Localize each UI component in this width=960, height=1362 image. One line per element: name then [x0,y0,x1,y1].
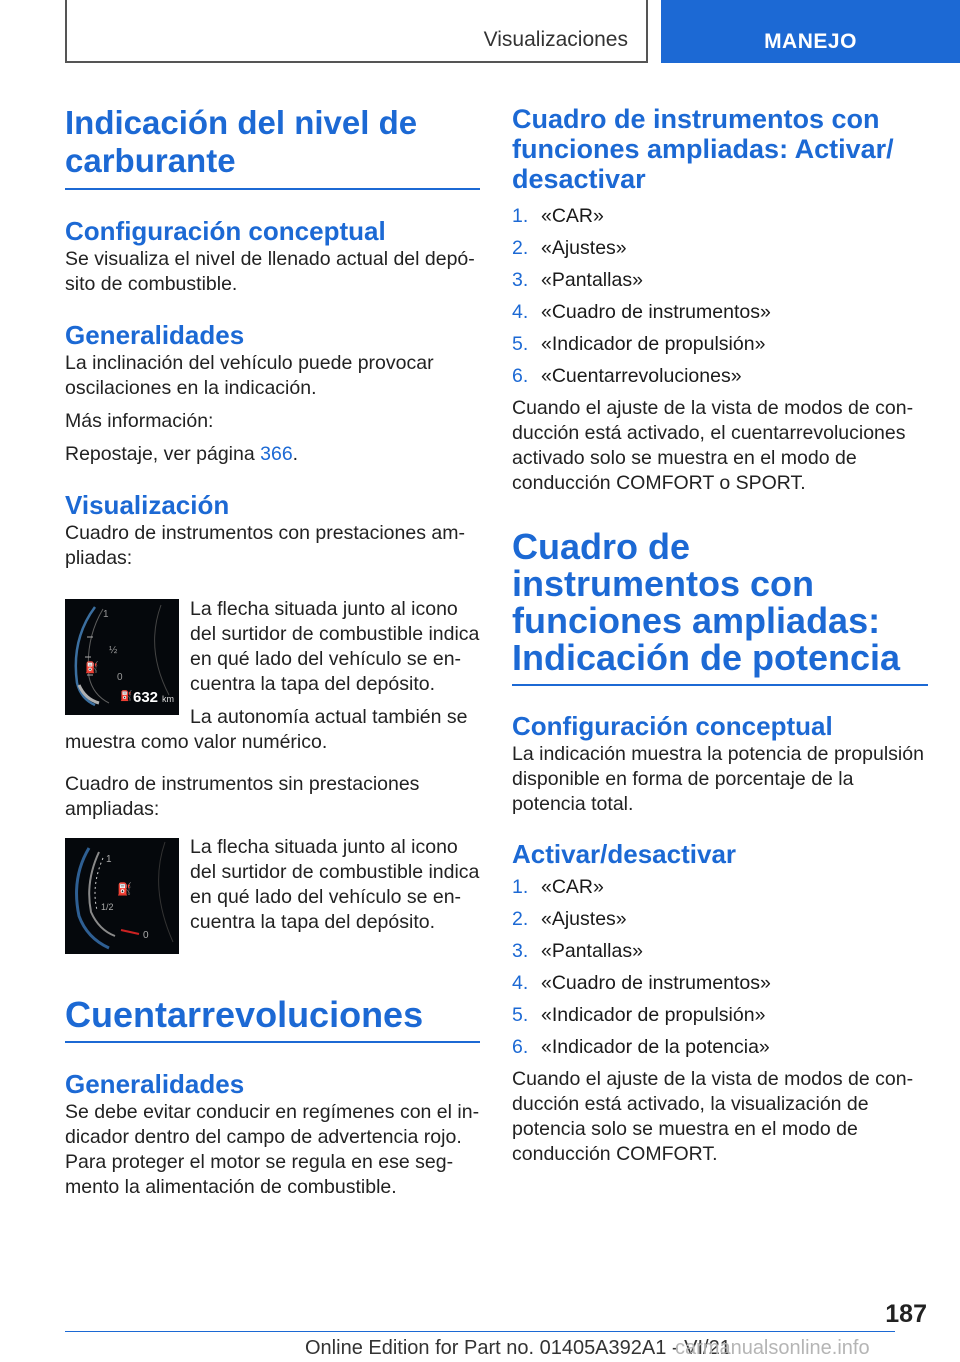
step-label: «Ajustes» [541,237,627,259]
tacho-mode-text: Cuando el ajuste de la vista de modos de conducción está activado, el cuentarrevoluciones activado solo se muestra en el modo de conducción COMFORT o SPORT. [512,397,914,494]
step-number: 6. [512,365,529,387]
step-number: 2. [512,908,529,930]
fuel-general-heading: Generalidades [65,320,245,350]
step-label: «Indicador de la potencia» [541,1036,770,1058]
power-step [512,875,928,900]
fuel-gauge-standard-graphic [65,838,179,954]
power-activate-heading: Activar/desactivar [512,839,737,869]
step-label: «Pantallas» [541,269,643,291]
tacho-step [512,236,928,261]
page-number: 187 [885,1300,927,1328]
refuel-reference-text: Repostaje, ver página [65,443,261,465]
fuel-gauge-extended-image [65,599,179,715]
fig1-caption: La flecha situada junto al icono del surtidor de combustible indica en qué lado del vehículo se encuentra la tapa del depósito. [190,598,480,695]
tachometer-general-text: Se debe evitar conducir en regímenes con el indicador dentro del campo de advertencia rojo. Para proteger el motor se regula en ese segmento la alimentación de combustible. [65,1101,480,1198]
fuel-general-text: La inclinación del vehículo puede provocar oscilaciones en la indicación. [65,352,434,399]
step-number: 4. [512,972,529,994]
fig1-range-unit: km [162,694,174,704]
tacho-step [512,268,928,293]
fig1-tick-top: 1 [103,609,109,620]
fuel-concept-heading: Configuración conceptual [65,216,386,246]
tachometer-section [65,996,480,1200]
power-mode-text: Cuando el ajuste de la vista de modos de conducción está activado, la visualización de potencia solo se muestra en el modo de conducción COMFORT. [512,1068,914,1165]
tacho-step [512,364,928,389]
power-step [512,1035,928,1060]
footer-watermark: carmanualsonline.info [675,1337,870,1359]
step-number: 5. [512,1004,529,1026]
tacho-activate-title: Cuadro de instrumentos con funciones ampliadas: Activar/ desactivar [512,104,894,194]
power-step [512,971,928,996]
refuel-page-link[interactable]: 366 [260,443,293,465]
step-number: 2. [512,237,529,259]
tacho-steps [512,204,928,389]
fig1-range-fuel-icon: ⛽ [120,691,133,702]
step-number: 3. [512,940,529,962]
fig1-after-text: La autonomía actual también se muestra como valor numérico. [65,706,468,753]
fuel-gauge-standard-image [65,838,179,954]
step-number: 4. [512,301,529,323]
power-step [512,1003,928,1028]
more-info-label: Más información: [65,410,214,432]
tacho-step [512,204,928,229]
fig1-tick-bottom: 0 [117,672,123,683]
step-number: 5. [512,333,529,355]
fuel-concept-text: Se visualiza el nivel de llenado actual del depósito de combustible. [65,248,475,295]
step-label: «CAR» [541,876,604,898]
step-label: «Pantallas» [541,940,643,962]
power-concept-text: La indicación muestra la potencia de propulsión disponible en forma de porcentaje de la potencia total. [512,743,924,815]
power-step [512,939,928,964]
step-number: 3. [512,269,529,291]
power-concept-heading: Configuración conceptual [512,711,833,741]
tacho-step [512,300,928,325]
display-heading: Visualización [65,490,230,520]
fig2-fuel-icon: ⛽ [117,882,132,896]
refuel-reference [65,442,480,467]
step-label: «Cuentarrevoluciones» [541,365,742,387]
header-section-title: Visualizaciones [483,28,628,51]
fig2-tick-bottom: 0 [143,930,149,941]
step-label: «Indicador de propulsión» [541,333,766,355]
tachometer-rule [65,1041,480,1043]
header-chapter-tab[interactable] [661,0,960,63]
fig2-caption: La flecha situada junto al icono del surtidor de combustible indica en qué lado del vehículo se encuentra la tapa del depósito. [190,836,480,933]
fig1-fuel-icon: ⛽ [85,661,99,674]
fig2-tick-top: 1 [106,854,112,865]
step-number: 1. [512,205,529,227]
tachometer-general-heading: Generalidades [65,1069,245,1099]
step-number: 1. [512,876,529,898]
left-column [65,104,480,571]
header-section-box [65,0,648,63]
header-chapter-label: MANEJO [764,30,857,53]
display-intro-standard: Cuadro de instrumentos sin prestaciones ampliadas: [65,773,420,820]
step-label: «Cuadro de instrumentos» [541,972,771,994]
tacho-step [512,332,928,357]
power-title-rule [512,684,928,686]
right-column [512,104,928,1167]
display-intro-extended: Cuadro de instrumentos con prestaciones ampliadas: [65,522,465,569]
step-number: 6. [512,1036,529,1058]
fig1-range-value: 632 [133,689,159,706]
step-label: «Indicador de propulsión» [541,1004,766,1026]
power-step [512,907,928,932]
tachometer-title: Cuentarrevoluciones [65,994,424,1035]
refuel-reference-end: . [292,443,299,465]
power-steps [512,875,928,1060]
step-label: «Cuadro de instrumentos» [541,301,771,323]
power-display-title: Cuadro de instrumentos con funciones ampliadas: Indicación de potencia [512,526,901,678]
fig1-tick-mid: ½ [109,645,118,656]
footer-rule [65,1331,895,1332]
footer-edition: Online Edition for Part no. 01405A392A1 - VI/21 [305,1337,731,1359]
step-label: «Ajustes» [541,908,627,930]
title-rule [65,188,480,190]
fuel-level-title: Indicación del nivel de carburante [65,104,418,179]
step-label: «CAR» [541,205,604,227]
fig2-tick-mid: 1/2 [101,902,114,912]
